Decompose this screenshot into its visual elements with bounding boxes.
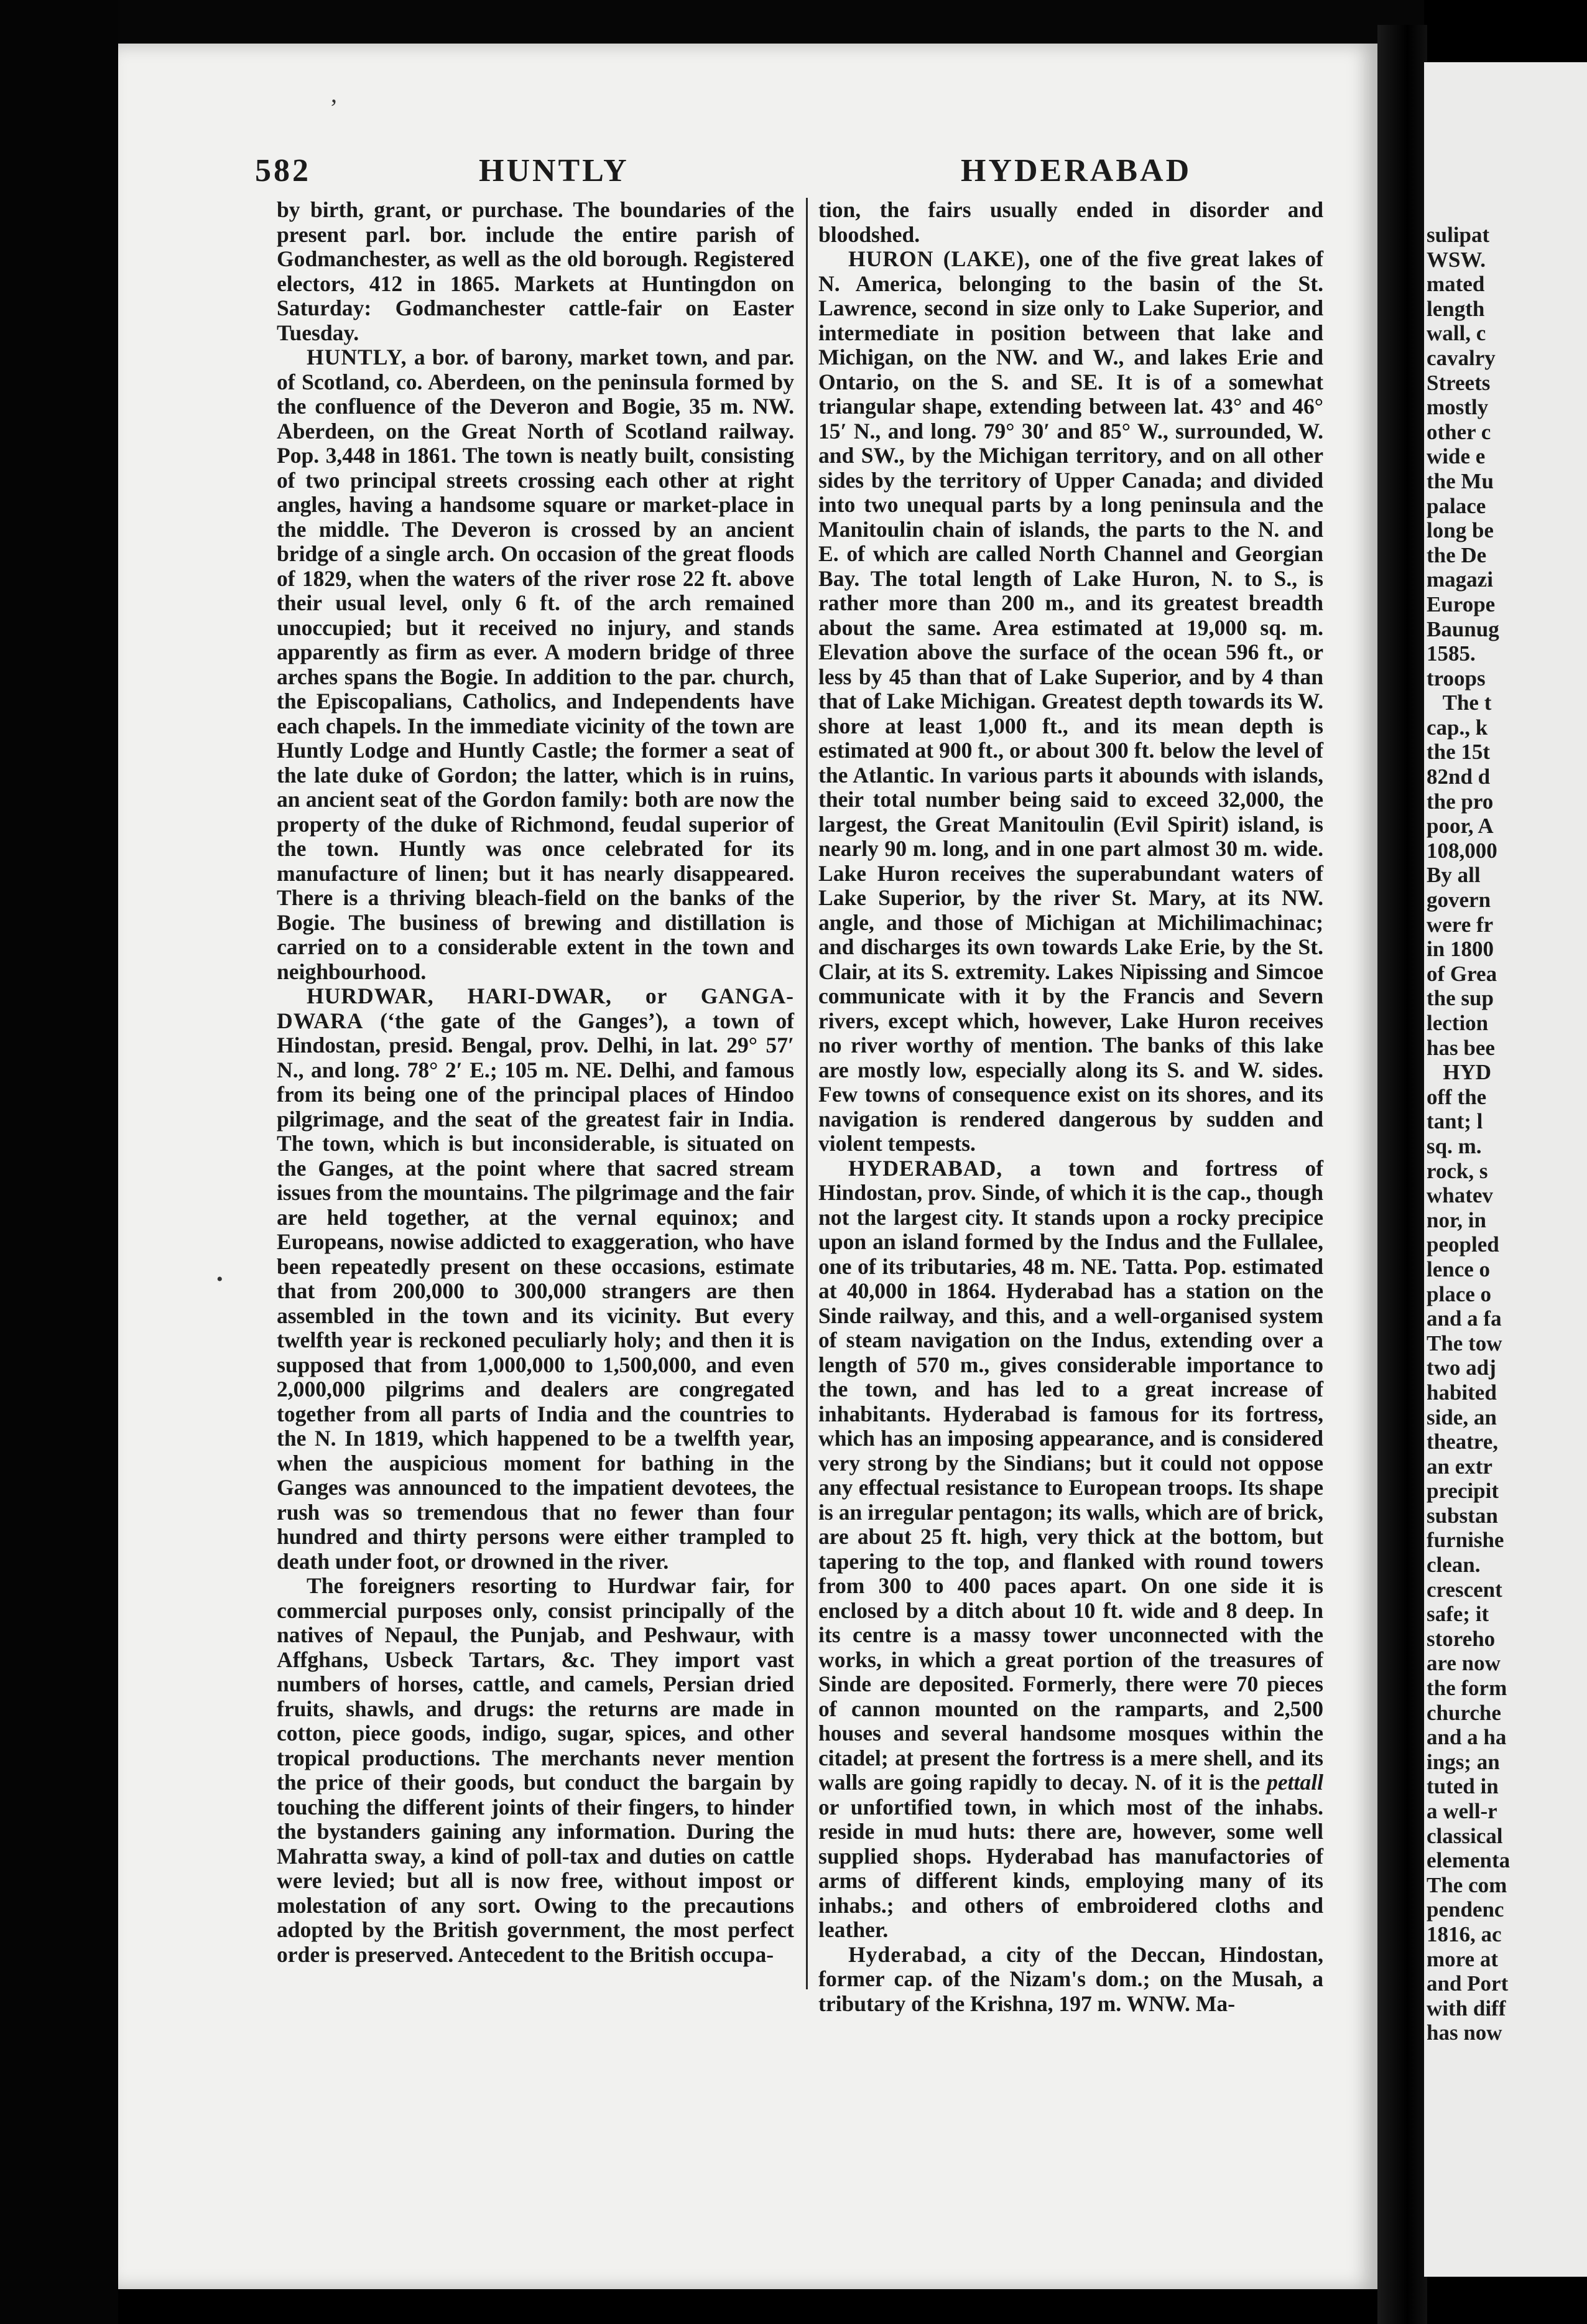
entry-body-huntly: a bor. of barony, market town, and par. of Scotland, co. Aberdeen, on the peninsula formed by the confluence of the Deveron and Bogie, 35 m. NW. Aberdeen, on the Great North of Scotland railway. Pop. 3,448 in 1861. The town is neatly built, consisting of two principal streets crossing each other at right angles, having a handsome square or market-place in the middle. The Deveron is crossed by an ancient bridge of a single arch. On occasion of the great floods of 1829, when the waters of the river rose 22 ft. above their usual level, only 6 ft. of the arch remained unoccupied; but it received no injury, and stands apparently as firm as ever. A modern bridge of three arches spans the Bogie. In addition to the par. church, the Episcopalians, Catholics, and Independents have each chapels. In the immediate vicinity of the town are Huntly Lodge and Huntly Castle; the former a seat of the late duke of Gordon; the latter, which is in ruins, an ancient seat of the Gordon family: both are now the property of the duke of Richmond, feudal superior of the town. Huntly was once celebrated for its manufacture of linen; but it has nearly disappeared. There is a thriving bleach-field on the banks of the Bogie. The business of brewing and distillation is carried on to a considerable extent in the town and neighbourhood. <box>277 345 794 984</box>
entry-body-hyderabad-b: or unfortified town, in which most of the inhabs. reside in mud huts: there are, however, some well supplied shops. Hyderabad has manufactories of arms of different kinds, employing many of its inhabs.; and others of embroidered cloths and leather. <box>818 1794 1323 1942</box>
entry-hurdwar <box>277 984 794 1574</box>
entry-head-hyderabad-deccan: Hyderabad, <box>848 1941 967 1967</box>
entry-huntly <box>277 345 794 984</box>
left-column <box>277 198 794 1967</box>
entry-body-hyderabad-deccan: a city of the Deccan, Hindostan, former cap. of the Nizam's dom.; on the Musah, a tributary of the Krishna, 197 m. WNW. Ma- <box>818 1941 1323 2016</box>
entry-head-huron: HURON (LAKE), <box>848 246 1031 271</box>
entry-body-huron: one of the five great lakes of N. America, belonging to the basin of the St. Lawrence, second in size only to Lake Superior, and intermediate in position between that lake and Michigan, on the NW. and W., and lakes Erie and Ontario, on the S. and SE. It is of a somewhat triangular shape, extending between lat. 43° and 46° 15′ N., and long. 79° 30′ and 85° W., surrounded, W. and SW., by the Michigan territory, and on all other sides by the territory of Upper Canada; and divided into two unequal parts by a long peninsula and the Manitoulin chain of islands, the parts to the N. and E. of which are called North Channel and Georgian Bay. The total length of Lake Huron, N. to S., is rather more than 200 m., and its greatest breadth about the same. Area estimated at 19,000 sq. m. Elevation above the surface of the ocean 596 ft., or less by 45 than that of Lake Superior, and by 4 than that of Lake Michigan. Greatest depth towards its W. shore at least 1,000 ft., and its mean depth is estimated at 900 ft., or about 300 ft. below the level of the Atlantic. In various parts it abounds with islands, their total number being said to exceed 32,000, the largest, the Great Manitoulin (Evil Spirit) island, is nearly 90 m. long, and in one part almost 30 m. wide. Lake Huron receives the superabundant waters of Lake Superior, by the river St. Mary, at its NW. angle, and those of Michigan at Michilimachinac; and discharges its own towards Lake Erie, by the St. Clair, at its S. extremity. Lakes Nipissing and Simcoe communicate with it by the Francis and Severn rivers, except which, however, Lake Huron receives no river worthy of mention. The banks of this lake are mostly low, especially along its S. and W. sides. Few towns of consequence exist on its shores, and its navigation is rendered dangerous by sudden and violent tempests. <box>818 246 1323 1156</box>
adjacent-page-text: sulipat WSW. mated length wall, c cavalry Streets mostly other c wide e the Mu palace long be the De magazi Europe Baunug 1585. troops The t cap., k the 15t 82nd d the pro poor, A 108,000 By all govern were fr in 1800 of Grea the sup lection has bee HYD off the tant; l sq. m. rock, s whatev nor, in peopled lence o place o and a fa The tow two adj habited side, an theatre, an extr precipit substan furnishe clean. crescent safe; it storeho are now the form churche and a ha ings; an tuted in a well-r classical elementa The com pendenc 1816, ac more at and Port with diff has now <box>1427 223 1511 2045</box>
running-head-left: HUNTLY <box>479 153 629 188</box>
paragraph-hurdwar-fair: The foreigners resorting to Hurdwar fair, for commercial purposes only, consist principally of the natives of Nepaul, the Punjab, and Peshwaur, with Affghans, Usbeck Tartars, &c. They import vast numbers of horses, cattle, and camels, Persian dried fruits, shawls, and drugs: the returns are made in cotton, piece goods, indigo, sugar, spices, and other tropical productions. The merchants never mention the price of their goods, but conduct the bargain by touching the different joints of their fingers, to hinder the bystanders gaining any information. During the Mahratta sway, a kind of poll-tax and duties on cattle were levied; but all is now free, without impost or molestation of any sort. Owing to the precautions adopted by the British government, the most perfect order is preserved. Antecedent to the British occupa- <box>277 1573 794 1967</box>
paragraph-godmanchester: by birth, grant, or purchase. The boundaries of the present parl. bor. include the entire parish of Godmanchester, as well as the old borough. Registered electors, 412 in 1865. Markets at Huntingdon on Saturday: Godmanchester cattle-fair on Easter Tuesday. <box>277 197 794 345</box>
entry-head-hyderabad: HYDERABAD, <box>848 1155 1003 1181</box>
adjacent-page <box>1424 62 1587 2277</box>
italic-word-pettall: pettall <box>1267 1770 1323 1795</box>
scan-background-top <box>118 0 1424 44</box>
entry-huron <box>818 247 1323 1156</box>
running-head-right: HYDERABAD <box>961 153 1192 188</box>
entry-hyderabad-deccan <box>818 1943 1323 2017</box>
entry-head-huntly: HUNTLY, <box>307 345 407 370</box>
paragraph-continuation: tion, the fairs usually ended in disorder and bloodshed. <box>818 197 1323 247</box>
scan-background-left <box>0 0 118 2324</box>
right-column <box>818 198 1323 2016</box>
dot-mark: • <box>216 1269 223 1290</box>
book-gutter <box>1377 25 1427 2324</box>
entry-head-hurdwar: HURDWAR, HARI-DWAR, or GANGA-DWARA <box>277 983 794 1033</box>
page-number: 582 <box>255 153 311 188</box>
entry-body-hurdwar: (‘the gate of the Ganges’), a town of Hindostan, presid. Bengal, prov. Delhi, in lat. 29° 57′ N., and long. 78° 2′ E.; 105 m. NE. Delhi, and famous from its being one of the principal places of Hindoo pilgrimage, and the seat of the greatest fair in India. The town, which is but inconsiderable, is situated on the Ganges, at the point where that sacred stream issues from the mountains. The pilgrimage and the fair are held together, at the vernal equinox; and Europeans, nowise addicted to exaggeration, who have been repeatedly present on these occasions, estimate that from 200,000 to 300,000 strangers are then assembled in the town and its vicinity. But every twelfth year is reckoned peculiarly holy; and then it is supposed that from 1,000,000 to 1,500,000, and even 2,000,000 pilgrims and dealers are congregated together from all parts of India and the countries to the N. In 1819, which happened to be a twelfth year, when the auspicious moment for bathing in the Ganges was announced to the impatient devotees, the rush was so tremendous that no fewer than four hundred and thirty persons were either trampled to death under foot, or drowned in the river. <box>277 1008 794 1574</box>
column-divider <box>806 198 808 1989</box>
smudge-mark: ʼ <box>330 94 338 122</box>
entry-hyderabad-sinde <box>818 1156 1323 1943</box>
entry-body-hyderabad-a: a town and fortress of Hindostan, prov. Sinde, of which it is the cap., though not the largest city. It stands upon a rocky precipice upon an island formed by the Indus and the Fullalee, one of its tributaries, 48 m. NE. Tatta. Pop. estimated at 40,000 in 1864. Hyderabad has a station on the Sinde railway, and this, and a well-organised system of steam navigation on the Indus, extending over a length of 570 m., gives considerable importance to the town, and has led to a great increase of inhabitants. Hyderabad is famous for its fortress, which has an imposing appearance, and is considered very strong by the Sindians; but it could not oppose any effectual resistance to European troops. Its shape is an irregular pentagon; its walls, which are of brick, are about 25 ft. high, very thick at the bottom, but tapering to the top, and flanked with round towers from 300 to 400 paces apart. On one side it is enclosed by a ditch about 10 ft. wide and 8 deep. In its centre is a massy tower unconnected with the works, in which a great portion of the treasures of Sinde are deposited. Formerly, there were 70 pieces of cannon mounted on the ramparts, and 2,500 houses and several handsome mosques within the citadel; at present the fortress is a mere shell, and its walls are going rapidly to decay. N. of it is the <box>818 1155 1323 1795</box>
